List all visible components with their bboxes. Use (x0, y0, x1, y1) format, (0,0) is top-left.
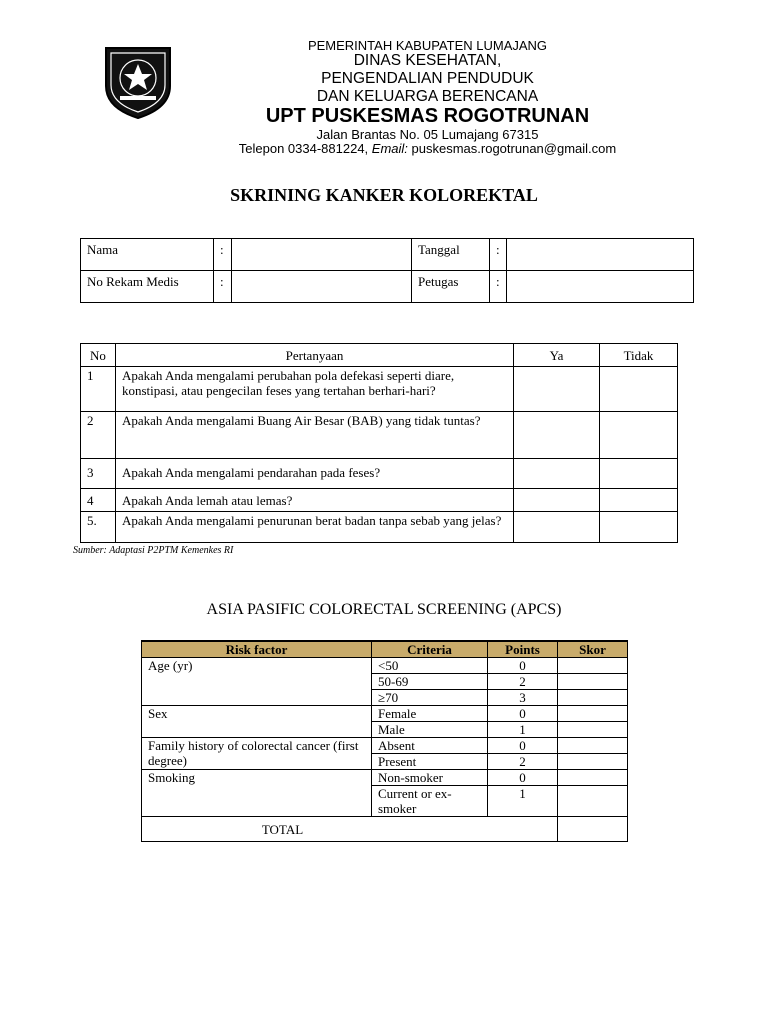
mrn-label: No Rekam Medis (81, 271, 214, 303)
question-text: Apakah Anda mengalami Buang Air Besar (BAB) yang tidak tuntas? (116, 412, 514, 459)
header-points: Points (488, 641, 558, 658)
form-title: SKRINING KANKER KOLOREKTAL (230, 185, 538, 205)
table-row (81, 367, 678, 412)
points-cell: 1 (488, 722, 558, 738)
header-score: Skor (558, 641, 628, 658)
risk-family-history: Family history of colorectal cancer (first degree) (142, 738, 372, 770)
criteria-cell: Female (372, 706, 488, 722)
score-cell[interactable] (558, 754, 628, 770)
risk-age: Age (yr) (142, 658, 372, 706)
yes-cell[interactable] (514, 512, 600, 543)
criteria-cell: Non-smoker (372, 770, 488, 786)
criteria-cell: ≥70 (372, 690, 488, 706)
criteria-cell: Male (372, 722, 488, 738)
department-line-1: DINAS KESEHATAN, (353, 52, 502, 69)
name-label: Nama (81, 239, 214, 271)
question-text: Apakah Anda lemah atau lemas? (116, 489, 514, 512)
points-cell: 0 (488, 738, 558, 754)
question-number: 5. (81, 512, 116, 543)
date-label: Tanggal (412, 239, 490, 271)
source-note: Sumber: Adaptasi P2PTM Kemenkes RI (73, 545, 234, 556)
score-cell[interactable] (558, 786, 628, 817)
table-row (81, 459, 678, 489)
name-field[interactable] (232, 239, 412, 271)
header-criteria: Criteria (372, 641, 488, 658)
colon: : (490, 271, 507, 303)
mrn-field[interactable] (232, 271, 412, 303)
criteria-cell: Absent (372, 738, 488, 754)
table-row (81, 412, 678, 459)
criteria-cell: 50-69 (372, 674, 488, 690)
date-field[interactable] (506, 239, 693, 271)
header-no: No (81, 344, 116, 367)
department-line-3: DAN KELUARGA BERENCANA (316, 88, 539, 105)
score-cell[interactable] (558, 722, 628, 738)
officer-field[interactable] (506, 271, 693, 303)
risk-smoking: Smoking (142, 770, 372, 817)
no-cell[interactable] (600, 459, 678, 489)
points-cell: 1 (488, 786, 558, 817)
department-line-2: PENGENDALIAN PENDUDUK (321, 70, 534, 87)
email[interactable]: puskesmas.rogotrunan@gmail.com (407, 141, 617, 156)
score-cell[interactable] (558, 674, 628, 690)
questions-table (80, 343, 678, 543)
phone: Telepon 0334-881224, (238, 141, 372, 156)
total-score-cell[interactable] (558, 817, 628, 842)
yes-cell[interactable] (514, 412, 600, 459)
table-row (81, 512, 678, 543)
no-cell[interactable] (600, 512, 678, 543)
points-cell: 0 (488, 706, 558, 722)
organization-name: UPT PUSKESMAS ROGOTRUNAN (265, 105, 590, 127)
identity-table (80, 238, 694, 303)
score-cell[interactable] (558, 706, 628, 722)
email-label: Email: (371, 141, 408, 156)
yes-cell[interactable] (514, 489, 600, 512)
colon: : (214, 271, 232, 303)
question-number: 3 (81, 459, 116, 489)
points-cell: 0 (488, 770, 558, 786)
regency-logo (100, 40, 176, 120)
officer-label: Petugas (412, 271, 490, 303)
question-text: Apakah Anda mengalami pendarahan pada feses? (116, 459, 514, 489)
score-cell[interactable] (558, 738, 628, 754)
apcs-table (141, 640, 628, 842)
criteria-cell: Present (372, 754, 488, 770)
criteria-cell: <50 (372, 658, 488, 674)
question-number: 1 (81, 367, 116, 412)
points-cell: 2 (488, 674, 558, 690)
header-no-answer: Tidak (600, 344, 678, 367)
header-yes: Ya (514, 344, 600, 367)
question-number: 4 (81, 489, 116, 512)
contact-line (200, 141, 655, 156)
header-risk-factor: Risk factor (142, 641, 372, 658)
apcs-title: ASIA PASIFIC COLORECTAL SCREENING (APCS) (206, 601, 562, 618)
risk-sex: Sex (142, 706, 372, 738)
total-label: TOTAL (142, 817, 558, 842)
score-cell[interactable] (558, 658, 628, 674)
no-cell[interactable] (600, 367, 678, 412)
table-row (81, 489, 678, 512)
question-text: Apakah Anda mengalami penurunan berat badan tanpa sebab yang jelas? (116, 512, 514, 543)
question-text: Apakah Anda mengalami perubahan pola defekasi seperti diare, konstipasi, atau pengecilan feses yang tertahan berhari-hari? (116, 367, 514, 412)
government-line: PEMERINTAH KABUPATEN LUMAJANG (307, 38, 548, 53)
no-cell[interactable] (600, 412, 678, 459)
address: Jalan Brantas No. 05 Lumajang 67315 (316, 127, 539, 142)
score-cell[interactable] (558, 770, 628, 786)
yes-cell[interactable] (514, 367, 600, 412)
criteria-cell: Current or ex-smoker (372, 786, 488, 817)
yes-cell[interactable] (514, 459, 600, 489)
no-cell[interactable] (600, 489, 678, 512)
points-cell: 3 (488, 690, 558, 706)
points-cell: 0 (488, 658, 558, 674)
points-cell: 2 (488, 754, 558, 770)
colon: : (490, 239, 507, 271)
header-question: Pertanyaan (116, 344, 514, 367)
score-cell[interactable] (558, 690, 628, 706)
colon: : (214, 239, 232, 271)
question-number: 2 (81, 412, 116, 459)
